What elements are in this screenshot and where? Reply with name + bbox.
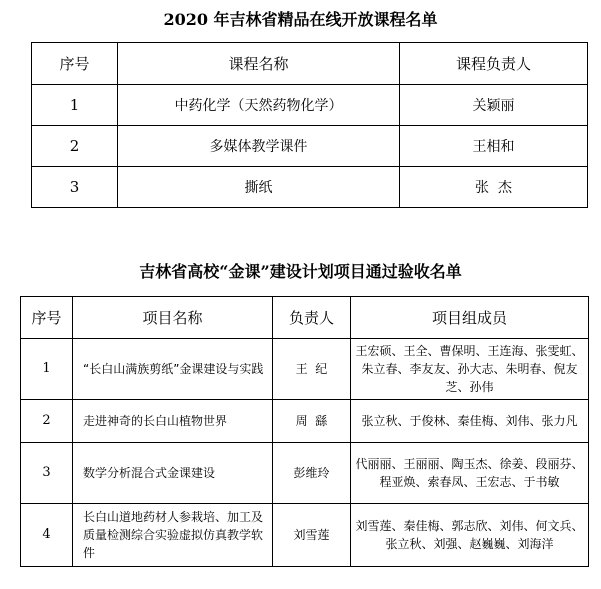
course-table (31, 42, 588, 208)
cell-project-name: 长白山道地药材人参栽培、加工及质量检测综合实验虚拟仿真教学软件 (73, 504, 273, 567)
table-row (21, 504, 589, 567)
cell-index: 3 (32, 167, 118, 208)
table1-title: 2020 年吉林省精品在线开放课程名单 (163, 10, 438, 29)
cell-course-lead: 张 杰 (400, 167, 588, 208)
cell-project-name: 数学分析混合式金课建设 (73, 443, 273, 504)
cell-project-name: “长白山满族剪纸”金课建设与实践 (73, 339, 273, 400)
cell-index: 4 (21, 504, 73, 567)
header-project-members: 项目组成员 (351, 297, 589, 339)
table-header-row (32, 43, 588, 85)
cell-project-members: 张立秋、于俊林、秦佳梅、刘伟、张力凡 (351, 400, 589, 443)
cell-course-lead: 关颖丽 (400, 85, 588, 126)
cell-index: 3 (21, 443, 73, 504)
cell-index: 1 (21, 339, 73, 400)
cell-course-name: 撕纸 (118, 167, 400, 208)
table-row (21, 339, 589, 400)
table-row (21, 400, 589, 443)
header-project-name: 项目名称 (73, 297, 273, 339)
table-row (32, 85, 588, 126)
cell-project-lead: 刘雪莲 (273, 504, 351, 567)
table2-title: 吉林省高校“金课”建设计划项目通过验收名单 (139, 262, 462, 281)
cell-course-name: 多媒体教学课件 (118, 126, 400, 167)
table-row (32, 126, 588, 167)
cell-project-members: 刘雪莲、秦佳梅、郭志欣、刘伟、何文兵、张立秋、刘强、赵巍巍、刘海洋 (351, 504, 589, 567)
cell-index: 2 (21, 400, 73, 443)
table-row (32, 167, 588, 208)
cell-index: 2 (32, 126, 118, 167)
cell-project-lead: 王 纪 (273, 339, 351, 400)
header-course-lead: 课程负责人 (400, 43, 588, 85)
cell-course-lead: 王相和 (400, 126, 588, 167)
cell-course-name: 中药化学（天然药物化学） (118, 85, 400, 126)
header-course-name: 课程名称 (118, 43, 400, 85)
cell-project-members: 王宏硕、王全、曹保明、王连海、张雯虹、朱立春、李友友、孙大志、朱明春、倪友芝、孙伟 (351, 339, 589, 400)
table-row (21, 443, 589, 504)
header-project-lead: 负责人 (273, 297, 351, 339)
cell-project-members: 代丽丽、王丽丽、陶玉杰、徐姜、段丽芬、程亚焕、索春凤、王宏志、于书敏 (351, 443, 589, 504)
cell-index: 1 (32, 85, 118, 126)
table-header-row (21, 297, 589, 339)
header-index: 序号 (21, 297, 73, 339)
project-table (20, 296, 589, 567)
cell-project-lead: 周 繇 (273, 400, 351, 443)
header-index: 序号 (32, 43, 118, 85)
cell-project-lead: 彭维玲 (273, 443, 351, 504)
cell-project-name: 走进神奇的长白山植物世界 (73, 400, 273, 443)
